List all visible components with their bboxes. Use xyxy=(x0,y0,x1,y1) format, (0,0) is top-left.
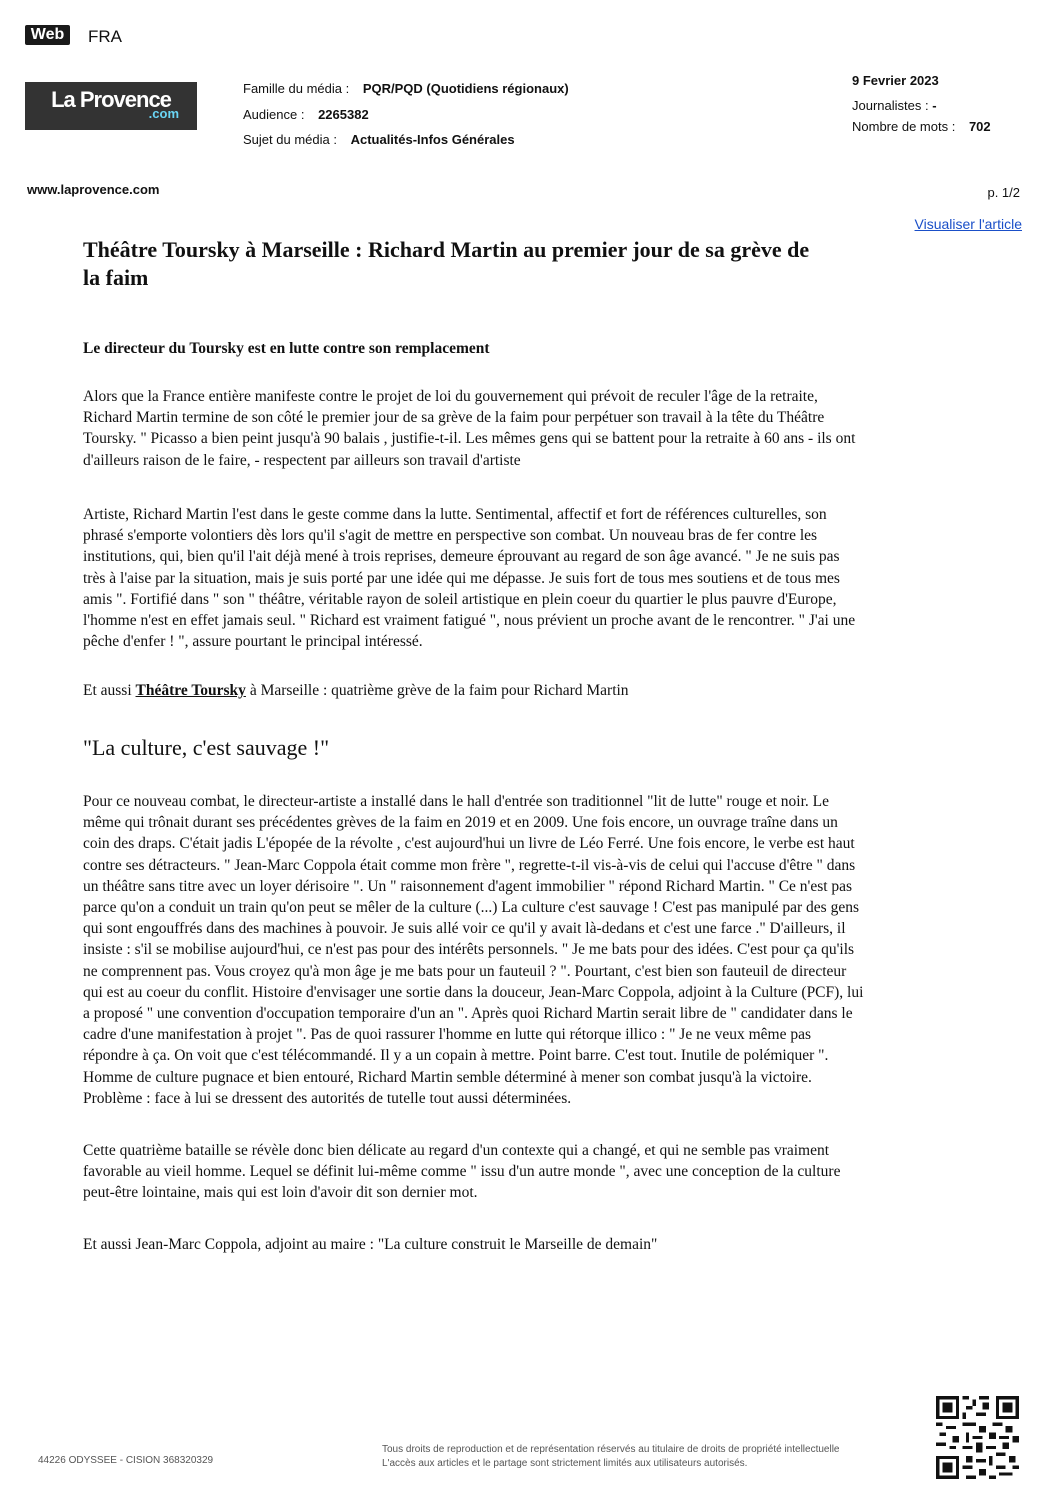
text-line: d'ailleurs raison de le faire, - respectent par ailleurs son travail d'artiste xyxy=(83,451,521,469)
footer-reference: 44226 ODYSSEE - CISION 368320329 xyxy=(38,1455,214,1466)
media-family-label: Famille du média : xyxy=(243,81,350,96)
text-line: même qui trônait durant ses précédentes grèves de la faim en 2019 et en 2009. Une fois encore, un ouvrage traîne dans un xyxy=(83,814,838,832)
text-line: phrasé s'emporte volontiers dès lors qu'il s'agit de mettre en perspective son combat. Un nouveau bras de fer contre les xyxy=(83,527,818,545)
related-article-2: Et aussi Jean-Marc Coppola, adjoint au maire : "La culture construit le Marseille de demain" xyxy=(83,1236,658,1253)
audience-label: Audience : xyxy=(243,107,305,122)
title-line: la faim xyxy=(83,265,149,290)
text-line: institutions, qui, bien qu'il l'ait déjà mené à trois reprises, demeure éprouvant au regard de son âge avancé. " Je ne suis pas xyxy=(83,548,840,566)
audience-value: 2265382 xyxy=(318,107,369,122)
article-subtitle: Le directeur du Toursky est en lutte contre son remplacement xyxy=(83,340,490,357)
view-article-link[interactable]: Visualiser l'article xyxy=(914,216,1022,232)
page-number: p. 1/2 xyxy=(987,185,1020,200)
title-line: Théâtre Toursky à Marseille : Richard Martin au premier jour de sa grève de xyxy=(83,237,810,262)
text-line: Homme de culture pugnace et bien entouré, Richard Martin semble déterminé à mener son combat jusqu'à la victoire. xyxy=(83,1068,812,1086)
paragraph-3 xyxy=(83,791,983,1109)
text-line: Artiste, Richard Martin l'est dans le geste comme dans la lutte. Sentimental, affectif et fort de références culturelles, son xyxy=(83,506,827,523)
journalists-label: Journalistes : xyxy=(852,98,929,113)
paragraph-4 xyxy=(83,1140,983,1204)
word-count-label: Nombre de mots : xyxy=(852,119,956,134)
text-line: Alors que la France entière manifeste contre le projet de loi du gouvernement qui prévoit de reculer l'âge de la retraite, xyxy=(83,388,818,405)
text-line: insiste : s'il se mobilise aujourd'hui, ce n'est pas pour des intérêts personnels. " Je me bats pour des idées. C'est pour ça qu'ils xyxy=(83,941,855,959)
copyright-line: Tous droits de reproduction et de représentation réservés au titulaire de droits de propriété intellectuelle xyxy=(382,1444,840,1455)
text-line: Pour ce nouveau combat, le directeur-artiste a installé dans le hall d'entrée son traditionnel "lit de lutte" rouge et noir. Le xyxy=(83,793,829,810)
text-line: qui est au coeur du conflit. Histoire d'envisager une sortie dans la douceur, Jean-Marc Coppola, adjoint à la Culture (PCF), lui xyxy=(83,983,864,1001)
text-line: Cette quatrième bataille se révèle donc bien délicate au regard d'un contexte qui a changé, et qui ne semble pas vraiment xyxy=(83,1142,830,1159)
text-line: coin des draps. C'était jadis L'épopée de la révolte , c'est aujourd'hui un livre de Léo Ferré. Une fois encore, le verbe est haut xyxy=(83,835,855,853)
text-line: peut-être lointaine, mais qui est loin d'avoir dit son dernier mot. xyxy=(83,1184,478,1202)
logo-main-text: La Provence xyxy=(51,87,171,112)
text-line: favorable au vieil homme. Lequel se définit lui-même comme " issu d'un autre monde ", avec une conception de la culture xyxy=(83,1163,841,1181)
related-article-1 xyxy=(83,680,983,701)
text-line: pêche d'enfer ! ", assure pourtant le principal intéressé. xyxy=(83,633,423,651)
logo-sub-text: .com xyxy=(148,106,179,121)
media-subject xyxy=(243,132,515,147)
section-heading: "La culture, c'est sauvage !" xyxy=(83,735,330,760)
toursky-link[interactable]: Théâtre Toursky xyxy=(135,682,246,699)
media-family-value: PQR/PQD (Quotidiens régionaux) xyxy=(362,81,569,96)
article-title xyxy=(83,236,983,292)
text-line: répondre à ça. On voit que c'est télécommandé. Il y a un copain à mettre. Point barre. C'est tout. Inutile de polémiquer ". xyxy=(83,1047,829,1065)
journalists-value: - xyxy=(932,98,937,113)
la-provence-logo xyxy=(25,82,197,130)
text-line: amis ". Fortifié dans " son " théâtre, véritable rayon de soleil artistique en plein coeur du quartier le plus pauvre d'Europe, xyxy=(83,590,837,608)
journalists xyxy=(852,98,937,113)
text-line: parce qu'on a conduit un train qu'on peut se mêler de la culture (...) La culture c'est sauvage ! C'est pas manipulé par des gens xyxy=(83,899,859,917)
qr-code xyxy=(936,1396,1019,1479)
text-line: un théâtre sans titre avec un loyer dérisoire ". Un " raisonnement d'agent immobilier " répond Richard Martin. " Ce n'est pas xyxy=(83,877,853,895)
text-line: l'homme n'est en effet jamais seul. " Richard est vraiment fatigué ", nous prévient un proche avant de le rencontrer. " J'ai une xyxy=(83,612,856,630)
text-line: ne comprennent pas. Vous croyez qu'à mon âge je me bats pour un fauteuil ? ". Pourtant, c'est bien son fauteuil de directeur xyxy=(83,962,847,980)
related-prefix: Et aussi xyxy=(83,682,136,699)
publication-date: 9 Fevrier 2023 xyxy=(852,73,939,88)
paragraph-1 xyxy=(83,386,983,471)
word-count-value: 702 xyxy=(968,119,991,134)
source-site: www.laprovence.com xyxy=(27,182,160,197)
media-subject-value: Actualités-Infos Générales xyxy=(350,132,515,147)
text-line: cadre d'une manifestation à projet ". Pas de quoi rassurer l'homme en lutte qui rétorque illico : " Je ne veux même pas xyxy=(83,1026,812,1044)
audience xyxy=(243,107,369,122)
paragraph-2 xyxy=(83,504,983,652)
word-count xyxy=(852,119,991,134)
text-line: Problème : face à lui se dressent des autorités de tutelle tout aussi déterminées. xyxy=(83,1089,572,1107)
text-line: a proposé " une convention d'occupation temporaire d'un an ". Après quoi Richard Martin serait libre de " candidater dans le xyxy=(83,1005,853,1023)
text-line: Toursky. " Picasso a bien peint jusqu'à 90 balais , justifie-t-il. Les mêmes gens qui se battent pour la retraite à 60 ans - ils ont xyxy=(83,430,856,448)
footer-copyright xyxy=(382,1443,840,1471)
web-badge: Web xyxy=(25,25,70,45)
text-line: Richard Martin termine de son côté le premier jour de sa grève de la faim pour perpétuer son travail à la tête du Théâtre xyxy=(83,409,825,427)
media-subject-label: Sujet du média : xyxy=(243,132,337,147)
language-label: FRA xyxy=(88,27,122,46)
related-suffix: à Marseille : quatrième grève de la faim pour Richard Martin xyxy=(245,682,629,699)
copyright-line: L'accès aux articles et le partage sont strictement limités aux utilisateurs autorisés. xyxy=(382,1458,748,1469)
media-family xyxy=(243,81,569,96)
text-line: très à l'aise par la situation, mais je suis porté par une idée qui me dépasse. Je suis fort de tous mes soutiens et de tous mes xyxy=(83,569,840,587)
text-line: qui sont engouffrés dans des machines à pouvoir. Je suis allé voir ce qu'il y avait là-dedans et c'est une farce ." D'ailleurs, il xyxy=(83,920,846,938)
text-line: contre ses détracteurs. " Jean-Marc Coppola était comme mon frère ", regrette-t-il vis-à-vis de celui qui l'accuse d'être " dans xyxy=(83,856,856,874)
